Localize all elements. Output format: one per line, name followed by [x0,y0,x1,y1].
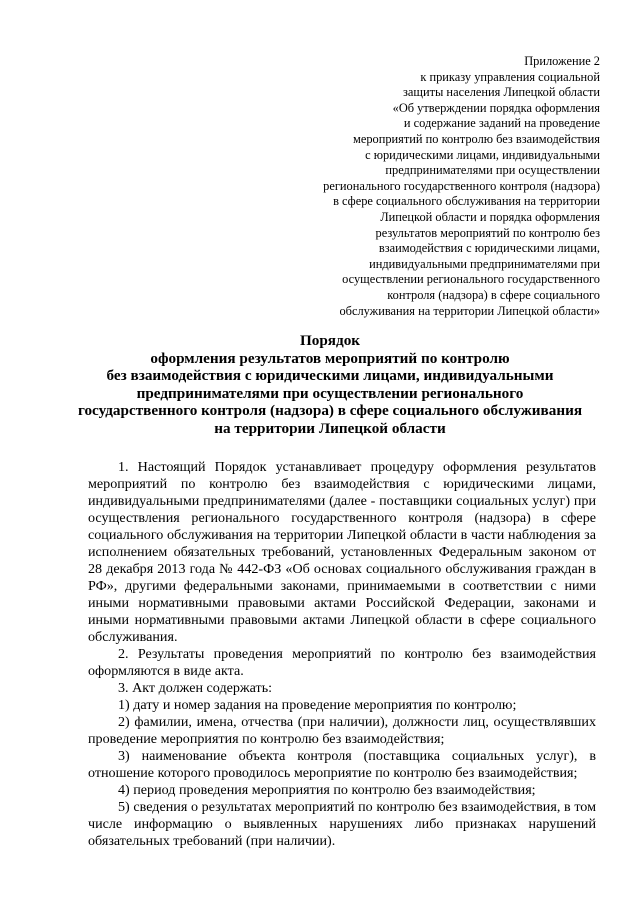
document-title [60,332,600,438]
title-line: государственного контроля (надзора) в сфере социального обслуживания [77,402,583,420]
appendix-line: индивидуальными предпринимателями при [369,256,600,271]
paragraph: 3. Акт должен содержать: [118,680,273,696]
paragraph: 1. Настоящий Порядок устанавливает процедуру оформления результатов мероприятий по контролю без взаимодействия с юридическими лицами, индивидуальными предпринимателями (далее - поставщики социальных услуг) при осуществления регионального государственного контроля (надзора) в сфере социального обслуживания на территории Липецкой области в части наблюдения за исполнением обязательных требований, установленных Федеральным законом от 28 декабря 2013 года № 442-ФЗ «Об основах социального обслуживания граждан в РФ», другими федеральными законами, принимаемыми в соответствии с ними иными нормативными правовыми актами Российской Федерации, законами и иными нормативными правовыми актами Липецкой области в сфере социального обслуживания. [88,459,596,645]
title-line: оформления результатов мероприятий по контролю [150,349,510,367]
appendix-line: осуществлении регионального государственного [342,272,600,287]
title-line: на территории Липецкой области [214,419,446,437]
title-line: предпринимателями при осуществлении регионального [136,384,524,402]
appendix-line: взаимодействия с юридическими лицами, [378,241,600,256]
paragraph: 4) период проведения мероприятия по контролю без взаимодействия; [118,782,536,798]
appendix-line: мероприятий по контролю без взаимодействия [352,131,600,146]
paragraph: 5) сведения о результатах мероприятий по контролю без взаимодействия, в том числе информацию о выявленных нарушениях либо признаках нарушений обязательных требований (при наличии). [88,799,596,849]
title-line: без взаимодействия с юридическими лицами, индивидуальными [106,367,554,385]
appendix-line: и содержание заданий на проведение [403,116,600,131]
appendix-line: в сфере социального обслуживания на территории [333,194,600,209]
title-line: Порядок [299,332,361,349]
appendix-line: защиты населения Липецкой области [403,85,600,100]
paragraph: 2) фамилии, имена, отчества (при наличии), должности лиц, осуществлявших проведение мероприятия по контролю без взаимодействия; [88,714,596,747]
appendix-line: результатов мероприятий по контролю без [375,225,600,240]
appendix-line: предпринимателями при осуществлении [385,163,600,178]
paragraph: 1) дату и номер задания на проведение мероприятия по контролю; [118,697,517,713]
appendix-line: с юридическими лицами, индивидуальными [365,147,600,162]
appendix-line: к приказу управления социальной [420,69,600,84]
document-body [88,459,596,850]
paragraph: 2. Результаты проведения мероприятий по контролю без взаимодействия оформляются в виде акта. [88,646,596,679]
appendix-block [290,54,600,319]
appendix-line: «Об утверждении порядка оформления [392,100,600,115]
appendix-line: Липецкой области и порядка оформления [380,209,600,224]
appendix-line: контроля (надзора) в сфере социального [387,287,600,302]
paragraph: 3) наименование объекта контроля (поставщика социальных услуг), в отношение которого проводилось мероприятие по контролю без взаимодействия; [88,748,596,781]
appendix-line: обслуживания на территории Липецкой области» [339,303,600,318]
appendix-line: регионального государственного контроля (надзора) [323,178,600,193]
appendix-line: Приложение 2 [524,54,600,68]
